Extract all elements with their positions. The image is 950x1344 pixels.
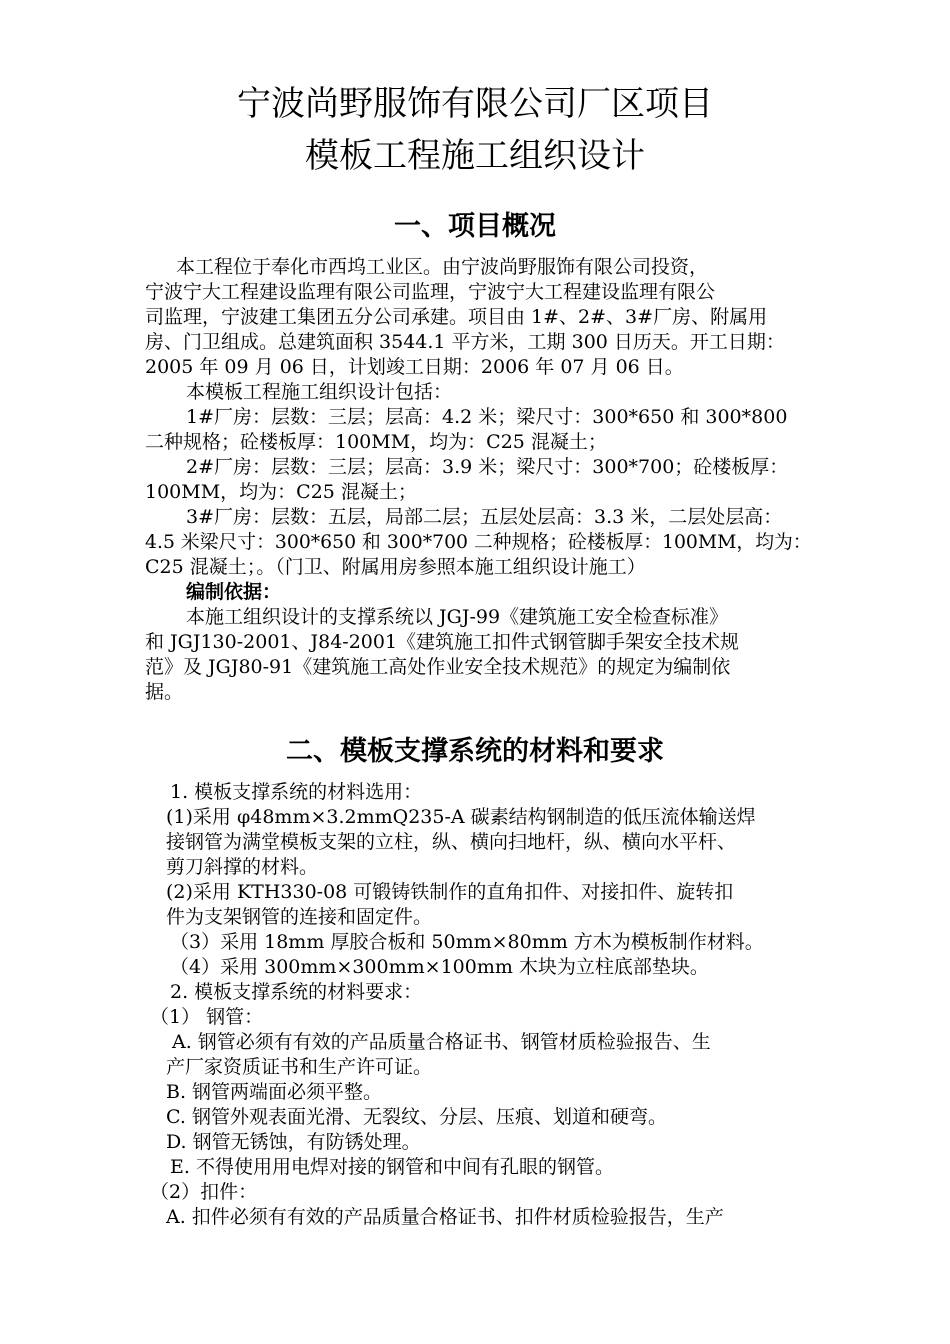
paragraph-line: 和 JGJ130-2001、J84-2001《建筑施工扣件式钢管脚手架安全技术规: [145, 631, 740, 653]
paragraph-line: 司监理，宁波建工集团五分公司承建。项目由 1#、2#、3#厂房、附属用: [145, 306, 768, 328]
paragraph-line: （2）扣件：: [150, 1181, 258, 1203]
paragraph-line: 2005 年 09 月 06 日，计划竣工日期：2006 年 07 月 06 日。: [145, 356, 684, 378]
paragraph-line: (2)采用 KTH330-08 可锻铸铁制作的直角扣件、对接扣件、旋转扣: [166, 881, 734, 903]
document-title-line2: 模板工程施工组织设计: [305, 136, 645, 176]
paragraph-line: 房、门卫组成。总建筑面积 3544.1 平方米，工期 300 日历天。开工日期：: [145, 331, 785, 353]
paragraph-line: 二种规格；砼楼板厚：100MM，均为：C25 混凝土；: [145, 431, 607, 453]
paragraph-line: 宁波宁大工程建设监理有限公司监理，宁波宁大工程建设监理有限公: [145, 281, 716, 303]
paragraph-line: 1#厂房：层数：三层；层高：4.2 米；梁尺寸：300*650 和 300*800: [186, 406, 788, 428]
paragraph-line: 4.5 米梁尺寸：300*650 和 300*700 二种规格；砼楼板厚：100MM，均为：: [145, 531, 812, 553]
paragraph-line: 件为支架钢管的连接和固定件。: [166, 906, 433, 928]
section2-heading: 二、模板支撑系统的材料和要求: [286, 736, 664, 767]
paragraph-line: E. 不得使用用电焊对接的钢管和中间有孔眼的钢管。: [170, 1156, 614, 1178]
paragraph-line: C. 钢管外观表面光滑、无裂纹、分层、压痕、划道和硬弯。: [166, 1106, 667, 1128]
paragraph-line: D. 钢管无锈蚀，有防锈处理。: [166, 1131, 421, 1153]
paragraph-line: 3#厂房：层数：五层，局部二层；五层处层高：3.3 米，二层处层高：: [186, 506, 783, 528]
paragraph-line: A. 钢管必须有有效的产品质量合格证书、钢管材质检验报告、生: [172, 1031, 711, 1053]
paragraph-line: C25 混凝土；。（门卫、附属用房参照本施工组织设计施工）: [145, 556, 646, 578]
section1-heading: 一、项目概况: [394, 211, 556, 242]
paragraph-line: (1)采用 φ48mm×3.2mmQ235-A 碳素结构钢制造的低压流体输送焊: [166, 806, 756, 828]
paragraph-line: 剪刀斜撑的材料。: [166, 856, 319, 878]
paragraph-line: 100MM，均为：C25 混凝土；: [145, 481, 417, 503]
paragraph-line: B. 钢管两端面必须平整。: [166, 1081, 383, 1103]
paragraph-line: 本工程位于奉化市西坞工业区。由宁波尚野服饰有限公司投资，: [176, 256, 709, 278]
paragraph-line: 据。: [145, 681, 184, 703]
paragraph-line: 2#厂房：层数：三层；层高：3.9 米；梁尺寸：300*700；砼楼板厚：: [186, 456, 789, 478]
paragraph-line: 产厂家资质证书和生产许可证。: [166, 1056, 433, 1078]
paragraph-line: （4）采用 300mm×300mm×100mm 木块为立柱底部垫块。: [170, 956, 709, 978]
paragraph-line: 本施工组织设计的支撑系统以 JGJ-99《建筑施工安全检查标准》: [186, 606, 729, 628]
compile-basis-label: 编制依据：: [186, 581, 282, 603]
paragraph-line: （3）采用 18mm 厚胶合板和 50mm×80mm 方木为模板制作材料。: [170, 931, 764, 953]
paragraph-line: 本模板工程施工组织设计包括：: [186, 381, 453, 403]
paragraph-line: 接钢管为满堂模板支架的立柱，纵、横向扫地杆，纵、横向水平杆、: [166, 831, 737, 853]
paragraph-line: 范》及 JGJ80-91《建筑施工高处作业安全技术规范》的规定为编制依: [145, 656, 731, 678]
paragraph-line: 1. 模板支撑系统的材料选用：: [170, 781, 423, 803]
document-title-line1: 宁波尚野服饰有限公司厂区项目: [237, 84, 713, 124]
paragraph-line: 2. 模板支撑系统的材料要求：: [170, 981, 423, 1003]
paragraph-line: A. 扣件必须有有效的产品质量合格证书、扣件材质检验报告，生产: [166, 1206, 724, 1228]
paragraph-line: （1） 钢管：: [150, 1006, 264, 1028]
